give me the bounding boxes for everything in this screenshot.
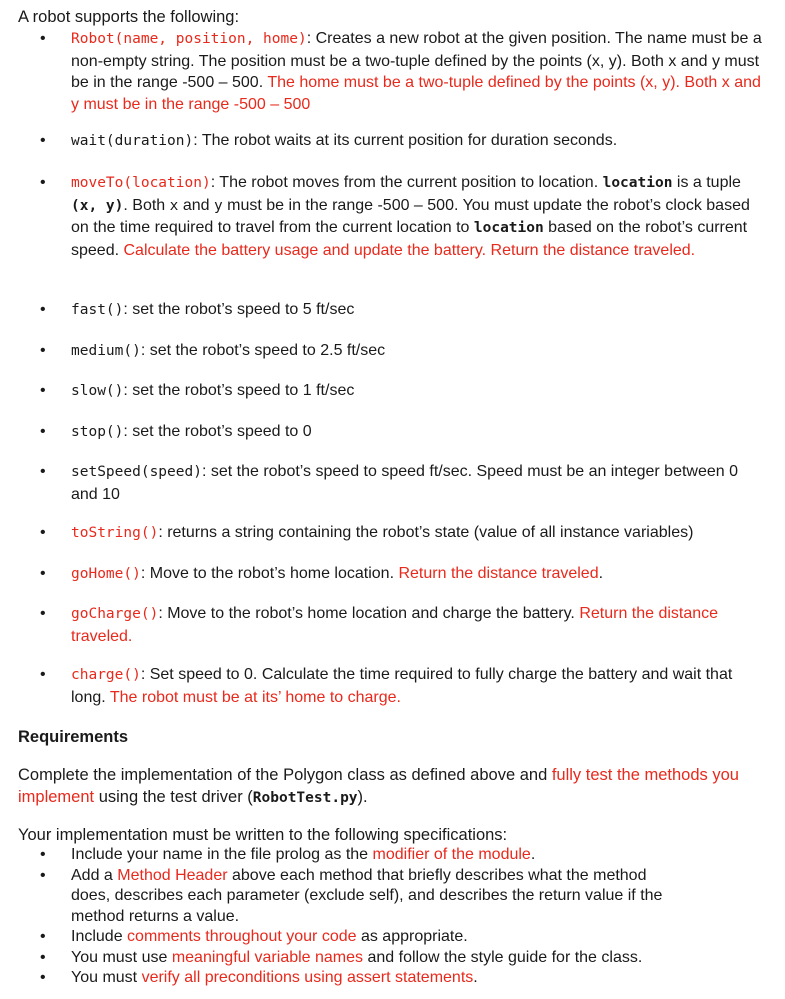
code-span: toString() [71, 525, 159, 541]
code-span: y [213, 197, 223, 214]
bullet-icon: • [40, 666, 46, 683]
code-span: goCharge() [71, 606, 159, 622]
text-span: modifier of the module [372, 846, 531, 863]
method-item [0, 172, 785, 261]
text-span: verify all preconditions using assert statements [141, 969, 474, 986]
code-span: RobotTest.py [252, 789, 358, 806]
method-item [0, 664, 785, 708]
text-span: : Set speed to 0. Calculate the time required to fully charge the battery and wait that long. [71, 666, 733, 706]
text-span: : Creates a new robot at the given position. The name must be a non-empty string. The position must be a two-tuple defined by the points (x, y). Both x and y must be in the range -500 – 500. [71, 30, 762, 91]
text-span: using the test driver ( [94, 787, 253, 806]
text-span: fully test the methods you implement [18, 766, 739, 806]
text-span: : set the robot’s speed to 2.5 ft/sec [140, 342, 386, 359]
bullet-icon: • [40, 463, 46, 480]
text-span: The robot must be at its’ home to charge. [109, 688, 401, 706]
text-span: You must use [71, 948, 172, 966]
code-span: stop() [71, 424, 124, 440]
intro-text: A robot supports the following: [18, 8, 240, 26]
text-span: : Move to the robot’s home location. [140, 565, 399, 582]
specification-list [0, 845, 785, 989]
text-span: : set the robot’s speed to 0 [123, 423, 312, 440]
text-span: meaningful variable names [171, 948, 364, 966]
text-span: above each method that briefly describes what the method does, describes each parameter (exclude self), and describes the return value if the method returns a value. [71, 866, 663, 925]
code-span: Robot(name, position, home) [71, 31, 307, 47]
text-span: as appropriate. [356, 928, 468, 945]
text-span: : set the robot’s speed to 1 ft/sec [123, 382, 355, 399]
specification-item [0, 968, 785, 989]
specification-item [0, 845, 785, 866]
bullet-icon: • [40, 301, 46, 318]
text-span: . [598, 565, 604, 582]
specification-item [0, 948, 785, 969]
bullet-icon: • [40, 846, 46, 863]
method-item [0, 28, 785, 115]
method-item [0, 421, 785, 444]
code-span: location [602, 175, 673, 191]
text-span: based on the robot’s current speed. [71, 219, 748, 259]
code-span: location [473, 220, 544, 236]
text-span: and follow the style guide for the class. [363, 948, 643, 966]
bullet-icon: • [40, 866, 46, 884]
code-span: setSpeed(speed) [71, 464, 202, 480]
code-span: (x, y) [71, 197, 124, 214]
text-span: . Both [123, 196, 170, 214]
code-span: moveTo(location) [71, 175, 211, 191]
text-span: The home must be a two-tuple defined by the points (x, y). Both x and y must be in the range -500 – 500 [71, 74, 761, 113]
text-span: is a tuple [672, 174, 741, 191]
bullet-icon: • [40, 524, 46, 541]
method-item [0, 522, 785, 545]
code-span: wait(duration) [71, 133, 194, 149]
method-item [0, 299, 785, 322]
text-span: : The robot moves from the current position to location. [210, 174, 603, 191]
text-span: Include your name in the file prolog as the [71, 846, 373, 863]
text-span: : The robot waits at its current position for duration seconds. [193, 132, 618, 149]
code-span: medium() [71, 343, 141, 359]
text-span: comments throughout your code [127, 928, 357, 945]
text-span: and [178, 196, 214, 214]
text-span: You must [71, 969, 142, 986]
bullet-icon: • [40, 132, 46, 149]
method-item [0, 461, 785, 505]
specifications-intro: Your implementation must be written to the following specifications: [18, 826, 508, 844]
text-span: Method Header [117, 866, 228, 884]
bullet-icon: • [40, 30, 46, 47]
text-span: ). [357, 787, 368, 806]
text-span: Add a [71, 866, 118, 884]
requirements-paragraph [18, 765, 773, 809]
code-span: fast() [71, 302, 124, 318]
text-span: : set the robot’s speed to 5 ft/sec [123, 301, 355, 318]
code-span: slow() [71, 383, 124, 399]
code-span: charge() [71, 667, 141, 683]
specification-item [0, 866, 785, 928]
bullet-icon: • [40, 342, 46, 359]
method-item [0, 563, 785, 586]
bullet-icon: • [40, 928, 46, 945]
bullet-icon: • [40, 605, 46, 622]
method-item [0, 603, 785, 647]
bullet-icon: • [40, 423, 46, 440]
text-span: . [473, 969, 478, 986]
bullet-icon: • [40, 565, 46, 582]
code-span: goHome() [71, 566, 141, 582]
specification-item [0, 927, 785, 948]
text-span: Calculate the battery usage and update the battery. Return the distance traveled. [123, 241, 696, 259]
text-span: Complete the implementation of the Polygon class as defined above and [18, 766, 552, 784]
bullet-icon: • [40, 948, 46, 966]
method-item [0, 130, 785, 153]
text-span: must be in the range -500 – 500. You must update the robot’s clock based on the time required to travel from the current location to [71, 196, 750, 236]
text-span: : set the robot’s speed to speed ft/sec. Speed must be an integer between 0 and 10 [71, 463, 739, 503]
bullet-icon: • [40, 382, 46, 399]
text-span: Return the distance traveled [398, 565, 599, 582]
bullet-icon: • [40, 174, 46, 191]
method-item [0, 340, 785, 363]
bullet-icon: • [40, 969, 46, 986]
code-span: x [169, 197, 179, 214]
requirements-heading: Requirements [18, 728, 129, 746]
text-span: . [530, 846, 536, 863]
method-item [0, 380, 785, 403]
text-span: Return the distance traveled. [71, 605, 719, 645]
text-span: : Move to the robot’s home location and charge the battery. [158, 605, 580, 622]
text-span: Include [71, 928, 128, 945]
text-span: : returns a string containing the robot’s state (value of all instance variables) [158, 524, 694, 541]
